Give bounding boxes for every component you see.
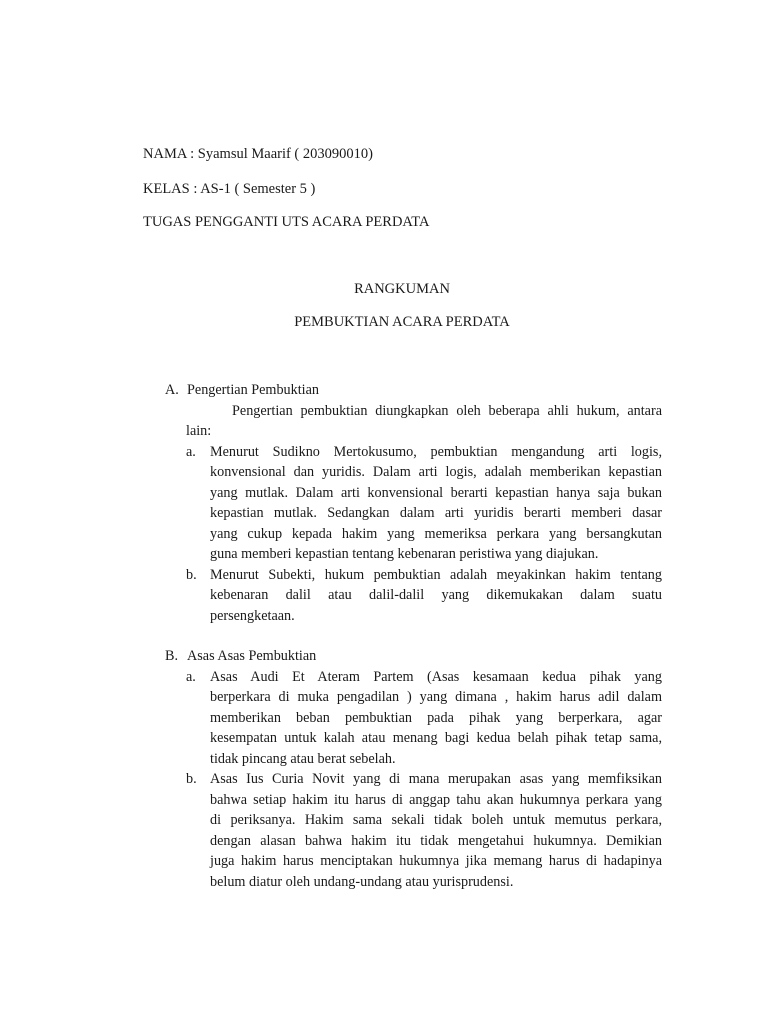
section-letter: B. <box>165 648 179 664</box>
item-line: di periksanya. Hakim sama sekali tidak boleh untuk memutus perkara, <box>210 812 662 828</box>
item-line: kesempatan untuk kalah atau menang bagi kedua belah pihak tetap sama, <box>210 730 662 746</box>
list-item <box>186 565 662 627</box>
item-letter: a. <box>186 668 196 685</box>
section-heading <box>165 646 662 667</box>
intro-line: Pengertian pembuktian diungkapkan oleh beberapa ahli hukum, antara <box>232 402 662 419</box>
item-line: konvensional dan yuridis. Dalam arti logis, adalah memberikan kepastian <box>210 464 662 480</box>
item-line: persengketaan. <box>210 607 295 624</box>
student-class: KELAS : AS-1 ( Semester 5 ) <box>143 181 316 197</box>
item-line: kepastian mutlak. Sedangkan dalam arti yuridis berarti memberi dasar <box>210 505 662 521</box>
item-line: tidak pincang atau berat sebelah. <box>210 750 396 767</box>
item-line: berperkara di muka pengadilan ) yang dimana , hakim harus adil dalam <box>210 689 662 705</box>
section-a <box>165 380 662 626</box>
intro-line: lain: <box>186 423 212 439</box>
section-heading-text: Pengertian Pembuktian <box>187 382 319 398</box>
item-line: yang mutlak. Dalam arti konvensional berarti kepastian hanya saja bukan <box>210 484 662 501</box>
item-line: memberikan beban pembuktian pada pihak yang berperkara, agar <box>210 709 662 726</box>
section-letter: A. <box>165 382 179 398</box>
item-line: Asas Audi Et Ateram Partem (Asas kesamaan kedua pihak yang <box>210 668 662 685</box>
item-letter: b. <box>186 771 197 787</box>
item-line: belum diatur oleh undang-undang atau yurisprudensi. <box>210 873 514 890</box>
item-line: yang cukup kepada hakim yang memeriksa perkara yang bersangkutan <box>210 525 662 542</box>
student-name: NAMA : Syamsul Maarif ( 203090010) <box>143 146 373 162</box>
document-subtitle: PEMBUKTIAN ACARA PERDATA <box>294 314 510 330</box>
item-line: guna memberi kepastian tentang kebenaran peristiwa yang diajukan. <box>210 546 599 562</box>
list-item <box>186 667 662 770</box>
item-line: kebenaran dalil atau dalil-dalil yang dikemukakan dalam suatu <box>210 587 662 603</box>
section-heading <box>165 380 662 401</box>
intro-paragraph <box>165 401 662 442</box>
list-item <box>186 442 662 565</box>
item-line: bahwa setiap hakim itu harus di anggap tahu akan hukumnya perkara yang <box>210 791 662 808</box>
section-b <box>165 646 662 892</box>
item-line: Menurut Subekti, hukum pembuktian adalah meyakinkan hakim tentang <box>210 566 662 583</box>
assignment-title: TUGAS PENGGANTI UTS ACARA PERDATA <box>143 214 430 230</box>
item-letter: a. <box>186 443 196 460</box>
item-letter: b. <box>186 566 197 583</box>
list-item <box>186 769 662 892</box>
item-line: Menurut Sudikno Mertokusumo, pembuktian mengandung arti logis, <box>210 443 662 460</box>
item-line: dengan alasan bahwa hakim itu tidak mengetahui hukumnya. Demikian <box>210 832 662 849</box>
item-line: Asas Ius Curia Novit yang di mana merupakan asas yang memfiksikan <box>210 771 662 787</box>
item-line: juga hakim harus menciptakan hukumnya jika memang harus di hadapinya <box>210 853 662 869</box>
section-heading-text: Asas Asas Pembuktian <box>187 648 317 664</box>
document-title: RANGKUMAN <box>354 281 450 297</box>
